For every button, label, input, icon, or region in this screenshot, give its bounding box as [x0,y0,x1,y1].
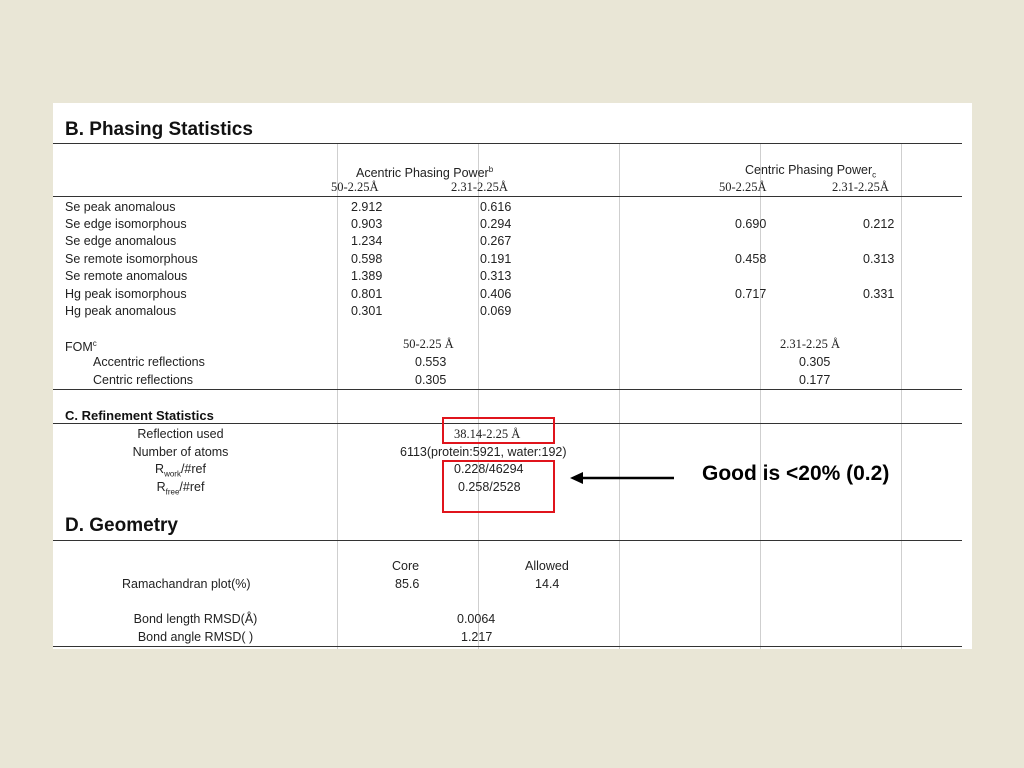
bond-length-label: Bond length RMSD(Å) [133,612,258,626]
bond-angle-value: 1.217 [461,630,493,644]
ramachandran-core: 85.6 [395,577,420,591]
fom-value-2: 0.177 [799,373,831,387]
reflection-value: 38.14-2.25 Å [454,427,521,441]
acentric-value-1: 0.301 [351,304,383,318]
row-label: Se edge anomalous [65,234,177,248]
acentric-value-1: 0.801 [351,287,383,301]
fom-value-2: 0.305 [799,355,831,369]
ramachandran-allowed: 14.4 [535,577,560,591]
grid-line [337,143,338,649]
divider [53,196,962,197]
grid-line [619,143,620,649]
core-header: Core [392,559,420,573]
fom-range-2: 2.31-2.25 Å [780,337,841,351]
centric-range-2: 2.31-2.25Å [832,180,889,194]
fom-row-label: Centric reflections [93,373,194,387]
rwork-value: 0.228/46294 [454,462,524,476]
allowed-header: Allowed [525,559,569,573]
row-label: Se remote anomalous [65,269,188,283]
acentric-value-1: 1.389 [351,269,383,283]
centric-value-2: 0.331 [863,287,895,301]
refinement-section-title: C. Refinement Statistics [65,408,214,423]
centric-value-1: 0.717 [735,287,767,301]
grid-line [478,143,479,649]
fom-range-1: 50-2.25 Å [403,337,454,351]
rfree-value: 0.258/2528 [458,480,521,494]
ramachandran-label: Ramachandran plot(%) [122,577,251,591]
bond-angle-label: Bond angle RMSD( ) [137,630,254,644]
geometry-section-title: D. Geometry [65,515,178,536]
row-label: Hg peak isomorphous [65,287,187,301]
fom-value-1: 0.553 [415,355,447,369]
centric-value-1: 0.458 [735,252,767,266]
rwork-label: $R_{work}/\#ref$ [155,462,206,479]
annotation-note: Good is <20% (0.2) [702,462,890,485]
atoms-value: 6113(protein:5921, water:192) [400,445,567,459]
grid-line [901,143,902,649]
row-label: Hg peak anomalous [65,304,177,318]
acentric-value-2: 0.313 [480,269,512,283]
acentric-value-1: 0.598 [351,252,383,266]
divider [53,540,962,541]
acentric-range-2: 2.31-2.25Å [451,180,508,194]
acentric-value-2: 0.294 [480,217,512,231]
highlight-box-reflection [442,417,555,444]
row-label: Se peak anomalous [65,200,176,214]
arrow-left-icon [570,470,676,486]
acentric-value-1: 0.903 [351,217,383,231]
acentric-value-2: 0.406 [480,287,512,301]
centric-header: Centric Phasing Power$_c$ [745,163,877,180]
divider [53,143,962,144]
row-label: Se edge isomorphous [65,217,187,231]
bond-length-value: 0.0064 [457,612,496,626]
acentric-value-2: 0.191 [480,252,512,266]
centric-value-1: 0.690 [735,217,767,231]
centric-value-2: 0.212 [863,217,895,231]
centric-range-1: 50-2.25Å [719,180,767,194]
fom-value-1: 0.305 [415,373,447,387]
acentric-value-2: 0.267 [480,234,512,248]
acentric-value-2: 0.616 [480,200,512,214]
atoms-label: Number of atoms [132,445,229,459]
centric-value-2: 0.313 [863,252,895,266]
divider [53,389,962,390]
phasing-section-title: B. Phasing Statistics [65,119,253,140]
reflection-label: Reflection used [137,427,224,441]
acentric-header: Acentric Phasing Power$^b$ [356,165,494,181]
row-label: Se remote isomorphous [65,252,198,266]
divider [53,646,962,647]
acentric-range-1: 50-2.25Å [331,180,379,194]
acentric-value-2: 0.069 [480,304,512,318]
rfree-label: $R_{free}/\#ref$ [156,480,205,497]
acentric-value-1: 2.912 [351,200,383,214]
acentric-value-1: 1.234 [351,234,383,248]
statistics-table-sheet [53,103,972,649]
fom-row-label: Accentric reflections [93,355,205,369]
highlight-box-r-values [442,460,555,513]
fom-label: FOM$^c$ [65,339,97,355]
